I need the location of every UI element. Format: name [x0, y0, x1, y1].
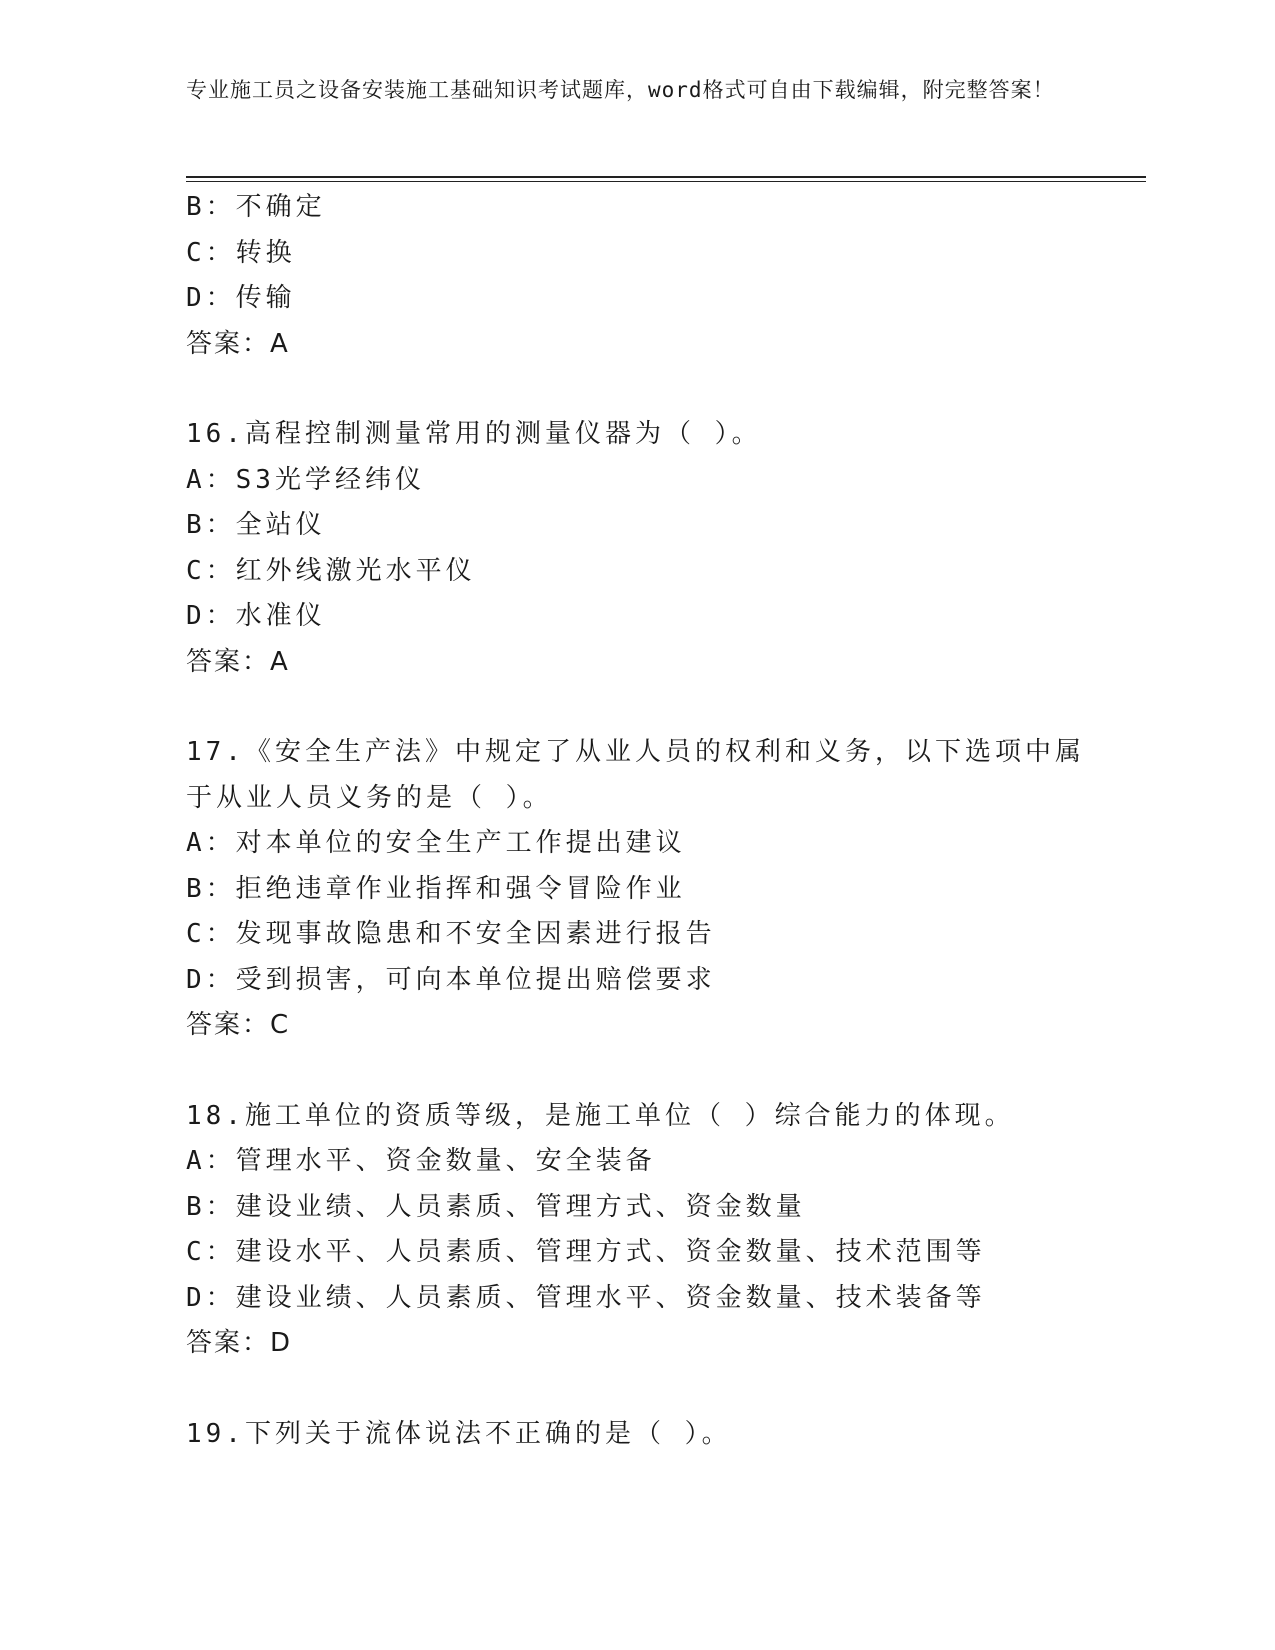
question-16 [186, 412, 1086, 685]
option-a: A：对本单位的安全生产工作提出建议 [186, 828, 686, 858]
option-d: D：受到损害，可向本单位提出赔偿要求 [186, 964, 716, 995]
question-stem: 19.下列关于流体说法不正确的是（ ）。 [186, 1418, 732, 1449]
answer: 答案：D [186, 1328, 293, 1358]
header-text: 专业施工员之设备安装施工基础知识考试题库，word格式可自由下载编辑，附完整答案！ [186, 78, 1055, 102]
option-c: C：发现事故隐患和不安全因素进行报告 [186, 919, 716, 949]
option-c: C：红外线激光水平仪 [186, 555, 476, 586]
answer: 答案：A [186, 646, 290, 677]
question-17 [186, 730, 1086, 1049]
question-list [186, 185, 1086, 1457]
option-b: B：拒绝违章作业指挥和强令冒险作业 [186, 873, 686, 904]
answer: 答案：A [186, 328, 290, 359]
option-c: C：建设水平、人员素质、管理方式、资金数量、技术范围等 [186, 1237, 986, 1267]
question-stem: 18.施工单位的资质等级，是施工单位（ ）综合能力的体现。 [186, 1100, 1015, 1131]
option-b: B：建设业绩、人员素质、管理方式、资金数量 [186, 1191, 806, 1222]
option-d: D：传输 [186, 283, 296, 313]
question-stem: 16.高程控制测量常用的测量仪器为（ ）。 [186, 419, 762, 449]
option-d: D：水准仪 [186, 601, 326, 631]
header-rule-thick [186, 176, 1146, 178]
question-18 [186, 1094, 1086, 1367]
header-rule-thin [186, 181, 1146, 182]
answer: 答案：C [186, 1010, 291, 1040]
option-a: A：S3光学经纬仪 [186, 464, 425, 495]
page-header [186, 72, 1066, 109]
option-c: C：转换 [186, 237, 296, 268]
question-stem: 17.《安全生产法》中规定了从业人员的权利和义务，以下选项中属于从业人员义务的是（ ）。 [186, 737, 1085, 813]
option-d: D：建设业绩、人员素质、管理水平、资金数量、技术装备等 [186, 1282, 986, 1313]
option-a: A：管理水平、资金数量、安全装备 [186, 1146, 656, 1176]
question-19 [186, 1412, 1086, 1458]
option-b: B：全站仪 [186, 510, 326, 540]
question-15-continued [186, 185, 1086, 367]
option-b: B：不确定 [186, 192, 326, 222]
